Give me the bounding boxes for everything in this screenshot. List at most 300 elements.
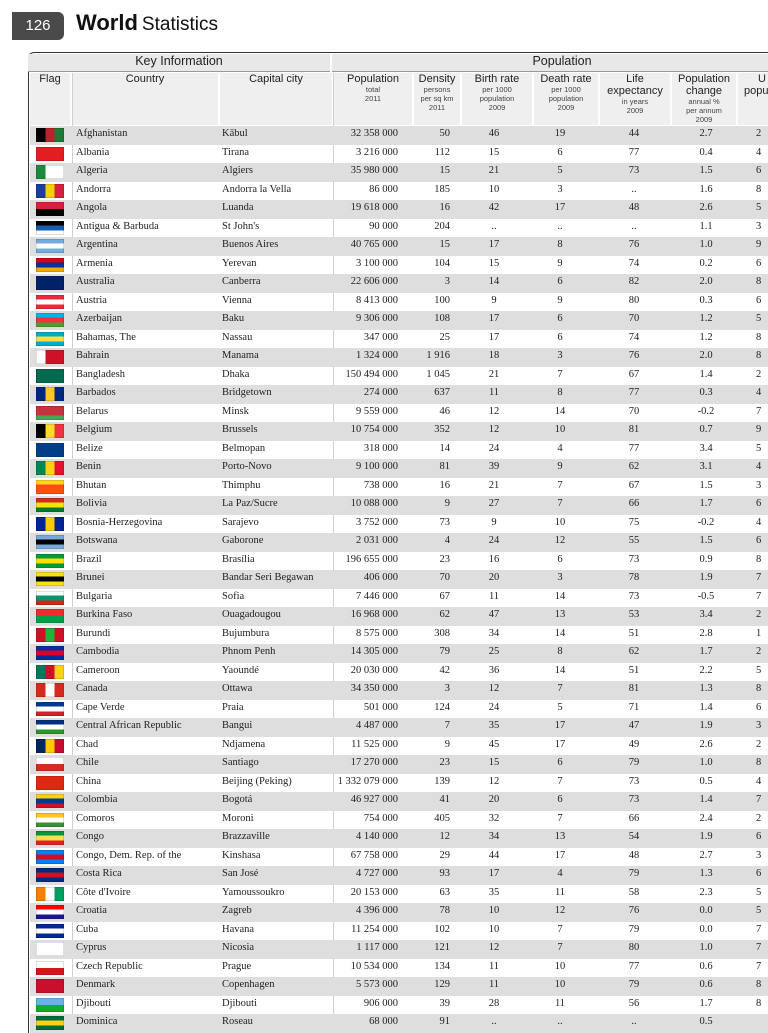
cell-birth-rate: 17: [488, 868, 500, 879]
flag-icon: [36, 942, 64, 956]
cell-life-expectancy: 79: [628, 868, 640, 879]
cell-density: 4: [444, 535, 450, 546]
cell-country: Croatia: [76, 905, 107, 916]
cell-life-expectancy: 54: [628, 831, 640, 842]
header-birth-rate: Birth rate per 1000 population 2009: [462, 73, 532, 125]
cell-population: 754 000: [363, 812, 398, 824]
cell-population: 3 752 000: [356, 516, 398, 528]
cell-life-expectancy: 79: [628, 923, 640, 935]
cell-population-change: 3.4: [699, 442, 713, 454]
flag-icon: [36, 221, 64, 235]
table-row: [30, 755, 768, 774]
cell-capital: Algiers: [222, 165, 253, 176]
cell-life-expectancy: 75: [628, 516, 640, 528]
cell-death-rate: 17: [554, 202, 566, 213]
cell-density: 124: [434, 701, 450, 713]
cell-density: 134: [434, 960, 450, 972]
cell-birth-rate: 27: [488, 498, 500, 509]
cell-density: 79: [439, 646, 450, 657]
cell-country: Andorra: [76, 183, 111, 195]
cell-death-rate: 9: [557, 461, 563, 472]
flag-icon: [36, 258, 64, 272]
flag-icon: [36, 831, 64, 845]
cell-country: Congo, Dem. Rep. of the: [76, 849, 182, 861]
cell-population-change: 1.0: [699, 942, 713, 953]
flag-icon: [36, 646, 64, 660]
cell-density: 29: [439, 849, 450, 861]
cell-density: 67: [439, 590, 450, 602]
cell-population: 17 270 000: [350, 757, 398, 768]
header-urban-population: U popu: [738, 73, 768, 125]
cell-population-change: 1.5: [699, 479, 713, 491]
cell-death-rate: 11: [554, 997, 566, 1009]
cell-capital: Santiago: [222, 757, 259, 768]
cell-country: Cyprus: [76, 942, 107, 953]
cell-country: Côte d'Ivoire: [76, 886, 131, 898]
table-row: [30, 737, 768, 756]
cell-life-expectancy: 79: [628, 757, 640, 768]
cell-population: 150 494 000: [345, 368, 398, 380]
cell-density: 41: [439, 794, 450, 805]
cell-capital: Bujumbura: [222, 627, 270, 639]
cell-urban-population: 4: [756, 146, 762, 158]
cell-life-expectancy: 82: [628, 276, 640, 287]
flag-icon: [36, 720, 64, 734]
cell-population: 9 100 000: [356, 461, 398, 472]
cell-urban-population: 4: [756, 775, 762, 787]
cell-capital: Bandar Seri Begawan: [222, 572, 314, 583]
cell-urban-population: 2: [756, 368, 762, 380]
cell-population: 406 000: [363, 572, 398, 583]
cell-birth-rate: 12: [488, 405, 500, 417]
cell-density: 15: [439, 165, 450, 176]
cell-birth-rate: 9: [491, 294, 497, 306]
flag-icon: [36, 406, 64, 420]
cell-population: 501 000: [363, 701, 398, 713]
cell-life-expectancy: 53: [628, 609, 640, 620]
cell-birth-rate: 15: [488, 757, 500, 768]
cell-population: 20 153 000: [350, 886, 398, 898]
cell-capital: Brussels: [222, 424, 258, 435]
cell-death-rate: 8: [557, 239, 563, 250]
cell-density: 7: [444, 720, 450, 731]
cell-death-rate: 10: [554, 979, 566, 990]
flag-icon: [36, 776, 64, 790]
flag-icon: [36, 979, 64, 993]
flag-icon: [36, 868, 64, 882]
cell-death-rate: 14: [554, 405, 566, 417]
cell-country: Dominica: [76, 1016, 118, 1027]
group-header-row: [28, 54, 768, 72]
cell-population-change: 2.0: [699, 350, 713, 361]
cell-country: Austria: [76, 294, 107, 306]
cell-birth-rate: 28: [488, 997, 500, 1009]
table-row: [30, 996, 768, 1015]
cell-birth-rate: 42: [488, 202, 500, 213]
cell-density: 16: [439, 202, 450, 213]
cell-density: 3: [444, 276, 450, 287]
cell-country: Bahrain: [76, 350, 110, 361]
cell-population-change: 0.9: [699, 553, 713, 565]
cell-density: 15: [439, 239, 450, 250]
cell-population-change: 3.1: [699, 461, 713, 472]
cell-population-change: 2.4: [699, 812, 713, 824]
cell-birth-rate: 11: [488, 387, 500, 398]
table-row: [30, 866, 768, 885]
cell-life-expectancy: 70: [628, 313, 640, 324]
cell-death-rate: 6: [557, 757, 563, 768]
cell-birth-rate: 18: [488, 350, 500, 361]
cell-density: 63: [439, 886, 450, 898]
cell-population-change: 1.2: [699, 313, 713, 324]
cell-population-change: 2.6: [699, 202, 713, 213]
cell-death-rate: 17: [554, 738, 566, 750]
cell-life-expectancy: 73: [628, 165, 640, 176]
table-row: [30, 182, 768, 201]
cell-population: 11 525 000: [351, 738, 398, 750]
cell-life-expectancy: 73: [628, 775, 640, 787]
cell-birth-rate: 46: [488, 128, 500, 139]
cell-population-change: 1.0: [699, 757, 713, 768]
cell-country: Albania: [76, 146, 110, 158]
cell-urban-population: 2: [756, 738, 762, 750]
cell-life-expectancy: 80: [628, 942, 640, 953]
flag-icon: [36, 572, 64, 586]
cell-capital: Zagreb: [222, 905, 252, 916]
table-row: [30, 829, 768, 848]
cell-country: Cape Verde: [76, 701, 125, 713]
flag-icon: [36, 739, 64, 753]
page-title: [76, 10, 218, 36]
cell-death-rate: 19: [554, 128, 566, 139]
cell-birth-rate: 10: [488, 183, 500, 195]
cell-density: 308: [434, 627, 450, 639]
cell-capital: Canberra: [222, 276, 261, 287]
cell-capital: Sarajevo: [222, 516, 259, 528]
cell-density: 1 916: [426, 350, 450, 361]
cell-country: Belgium: [76, 424, 113, 435]
flag-icon: [36, 517, 64, 531]
cell-density: 62: [439, 609, 450, 620]
cell-urban-population: 6: [756, 535, 762, 546]
cell-density: 12: [439, 831, 450, 842]
cell-density: 78: [439, 905, 450, 916]
cell-population: 1 117 000: [356, 942, 398, 953]
cell-life-expectancy: 81: [628, 424, 640, 435]
cell-population: 3 216 000: [356, 146, 398, 158]
flag-icon: [36, 813, 64, 827]
table-row: [30, 348, 768, 367]
cell-life-expectancy: 48: [628, 202, 640, 213]
cell-death-rate: 7: [557, 942, 563, 953]
cell-birth-rate: ..: [491, 220, 497, 232]
cell-population: 14 305 000: [350, 646, 398, 657]
cell-urban-population: 6: [756, 165, 762, 176]
cell-death-rate: 4: [557, 442, 563, 454]
cell-density: 100: [434, 294, 450, 306]
cell-capital: Nassau: [222, 331, 253, 343]
cell-life-expectancy: 48: [628, 849, 640, 861]
cell-life-expectancy: 56: [628, 997, 640, 1009]
flag-icon: [36, 424, 64, 438]
cell-life-expectancy: 73: [628, 590, 640, 602]
flag-icon: [36, 184, 64, 198]
cell-urban-population: 2: [756, 646, 762, 657]
cell-death-rate: 3: [557, 572, 563, 583]
cell-capital: La Paz/Sucre: [222, 498, 278, 509]
cell-death-rate: 7: [557, 812, 563, 824]
flag-icon: [36, 276, 64, 290]
table-row: [30, 922, 768, 941]
cell-population-change: 2.0: [699, 276, 713, 287]
cell-capital: Brasília: [222, 553, 255, 565]
cell-urban-population: 2: [756, 609, 762, 620]
cell-death-rate: 7: [557, 479, 563, 491]
cell-urban-population: 2: [756, 812, 762, 824]
cell-population-change: 1.7: [699, 646, 713, 657]
cell-population-change: 1.6: [699, 183, 713, 195]
cell-population-change: 1.5: [699, 535, 713, 546]
cell-life-expectancy: 76: [628, 350, 640, 361]
flag-icon: [36, 165, 64, 179]
flag-icon: [36, 850, 64, 864]
cell-population: 67 758 000: [350, 849, 398, 861]
cell-death-rate: 13: [554, 609, 566, 620]
cell-country: Afghanistan: [76, 128, 128, 139]
cell-country: Antigua & Barbuda: [76, 220, 159, 232]
cell-life-expectancy: 78: [628, 572, 640, 583]
cell-urban-population: 5: [756, 442, 762, 454]
cell-life-expectancy: 77: [628, 387, 640, 398]
cell-density: 23: [439, 757, 450, 768]
cell-life-expectancy: 58: [628, 886, 640, 898]
cell-life-expectancy: 76: [628, 905, 640, 916]
cell-capital: Ottawa: [222, 683, 253, 694]
cell-population: 4 727 000: [356, 868, 398, 879]
cell-capital: Ndjamena: [222, 738, 266, 750]
cell-density: 129: [434, 979, 450, 990]
cell-birth-rate: 36: [488, 664, 500, 676]
cell-birth-rate: 45: [488, 738, 500, 750]
cell-population: 40 765 000: [350, 239, 398, 250]
cell-death-rate: 12: [554, 535, 566, 546]
flag-icon: [36, 924, 64, 938]
cell-country: Chile: [76, 757, 99, 768]
table-row: [30, 311, 768, 330]
cell-population-change: 0.0: [699, 905, 713, 916]
cell-country: Bulgaria: [76, 590, 113, 602]
cell-urban-population: 5: [756, 202, 762, 213]
cell-urban-population: 6: [756, 868, 762, 879]
cell-population-change: 1.9: [699, 572, 713, 583]
cell-density: 50: [439, 128, 450, 139]
flag-icon: [36, 461, 64, 475]
cell-capital: Roseau: [222, 1016, 253, 1027]
cell-urban-population: 5: [756, 905, 762, 916]
cell-capital: Manama: [222, 350, 259, 361]
cell-urban-population: 8: [756, 997, 762, 1009]
cell-urban-population: 3: [756, 479, 762, 491]
cell-population: 196 655 000: [345, 553, 398, 565]
cell-life-expectancy: 77: [628, 442, 640, 454]
cell-death-rate: 5: [557, 701, 563, 713]
cell-capital: Phnom Penh: [222, 646, 276, 657]
cell-country: Czech Republic: [76, 960, 143, 972]
cell-population: 16 968 000: [350, 609, 398, 620]
cell-urban-population: 8: [756, 979, 762, 990]
table-row: [30, 959, 768, 978]
header-country: Country: [72, 73, 218, 125]
cell-birth-rate: 24: [488, 701, 500, 713]
cell-capital: Prague: [222, 960, 252, 972]
cell-country: Burkina Faso: [76, 609, 133, 620]
cell-death-rate: 6: [557, 331, 563, 343]
cell-life-expectancy: 55: [628, 535, 640, 546]
cell-population-change: 1.2: [699, 331, 713, 343]
cell-birth-rate: 35: [488, 720, 500, 731]
cell-population-change: -0.2: [697, 405, 715, 417]
table-row: [30, 367, 768, 386]
cell-birth-rate: 34: [488, 831, 500, 842]
cell-life-expectancy: 79: [628, 979, 640, 990]
table-row: [30, 1014, 768, 1033]
cell-life-expectancy: 51: [628, 627, 640, 639]
cell-death-rate: 6: [557, 146, 563, 158]
cell-density: 104: [434, 257, 450, 269]
group-population: Population: [332, 54, 768, 72]
cell-urban-population: 3: [756, 849, 762, 861]
cell-death-rate: 8: [557, 387, 563, 398]
cell-urban-population: 4: [756, 387, 762, 398]
cell-urban-population: 3: [756, 220, 762, 232]
table-row: [30, 274, 768, 293]
cell-population-change: 0.5: [699, 1016, 713, 1027]
flag-icon: [36, 554, 64, 568]
cell-country: Azerbaijan: [76, 313, 123, 324]
flag-icon: [36, 369, 64, 383]
cell-country: Comoros: [76, 812, 115, 824]
cell-country: Central African Republic: [76, 720, 182, 731]
cell-life-expectancy: 47: [628, 720, 640, 731]
cell-life-expectancy: 74: [628, 331, 640, 343]
table-row: [30, 533, 768, 552]
cell-population: 20 030 000: [350, 664, 398, 676]
cell-capital: Belmopan: [222, 442, 266, 454]
flag-icon: [36, 147, 64, 161]
cell-death-rate: 7: [557, 923, 563, 935]
cell-birth-rate: 35: [488, 886, 500, 898]
cell-capital: Dhaka: [222, 368, 250, 380]
cell-population-change: 2.8: [699, 627, 713, 639]
cell-birth-rate: 12: [488, 424, 500, 435]
cell-population: 10 534 000: [350, 960, 398, 972]
cell-density: 405: [434, 812, 450, 824]
cell-life-expectancy: 49: [628, 738, 640, 750]
cell-population: 32 358 000: [350, 128, 398, 139]
cell-capital: Ouagadougou: [222, 609, 281, 620]
cell-birth-rate: 20: [488, 794, 500, 805]
cell-birth-rate: 9: [491, 516, 497, 528]
cell-urban-population: 8: [756, 683, 762, 694]
flag-icon: [36, 609, 64, 623]
cell-population: 318 000: [363, 442, 398, 454]
cell-population-change: 1.3: [699, 683, 713, 694]
cell-population: 4 396 000: [356, 905, 398, 916]
cell-capital: Vienna: [222, 294, 252, 306]
cell-birth-rate: 39: [488, 461, 500, 472]
table-row: [30, 256, 768, 275]
cell-density: 25: [439, 331, 450, 343]
cell-density: 93: [439, 868, 450, 879]
cell-life-expectancy: 62: [628, 461, 640, 472]
cell-population-change: 1.0: [699, 239, 713, 250]
cell-birth-rate: 11: [488, 979, 500, 990]
flag-icon: [36, 332, 64, 346]
cell-population-change: 0.5: [699, 775, 713, 787]
page-header: [0, 0, 768, 48]
cell-birth-rate: 10: [488, 905, 500, 916]
table-row: [30, 126, 768, 145]
cell-capital: Moroni: [222, 812, 254, 824]
cell-capital: Andorra la Vella: [222, 183, 292, 195]
flag-icon: [36, 1016, 64, 1030]
cell-death-rate: 10: [554, 960, 566, 972]
cell-country: Cambodia: [76, 646, 120, 657]
cell-country: Armenia: [76, 257, 113, 269]
cell-country: Bosnia-Herzegovina: [76, 516, 163, 528]
cell-density: 39: [439, 997, 450, 1009]
cell-capital: Yerevan: [222, 257, 257, 269]
cell-density: 1 045: [426, 368, 450, 380]
cell-capital: San José: [222, 868, 259, 879]
table-row: [30, 385, 768, 404]
table-row: [30, 700, 768, 719]
cell-capital: Praia: [222, 701, 244, 713]
table-row: [30, 441, 768, 460]
flag-icon: [36, 387, 64, 401]
cell-urban-population: 7: [756, 923, 762, 935]
cell-life-expectancy: 80: [628, 294, 640, 306]
table-row: [30, 885, 768, 904]
cell-death-rate: 6: [557, 794, 563, 805]
group-key-information: Key Information: [28, 54, 330, 72]
cell-country: Chad: [76, 738, 99, 750]
title-main: World: [76, 10, 138, 35]
cell-life-expectancy: 71: [628, 701, 640, 713]
flag-icon: [36, 628, 64, 642]
cell-population-change: 0.0: [699, 923, 713, 935]
cell-population: 10 088 000: [350, 498, 398, 509]
cell-population-change: 1.3: [699, 868, 713, 879]
cell-capital: Porto-Novo: [222, 461, 272, 472]
cell-life-expectancy: 77: [628, 146, 640, 158]
table-row: [30, 422, 768, 441]
cell-population-change: 1.5: [699, 165, 713, 176]
cell-death-rate: 6: [557, 313, 563, 324]
header-population: Population total 2011: [334, 73, 412, 125]
cell-country: Bolivia: [76, 498, 107, 509]
table-row: [30, 459, 768, 478]
cell-urban-population: 5: [756, 886, 762, 898]
cell-capital: St John's: [222, 220, 260, 232]
cell-density: 46: [439, 405, 450, 417]
cell-birth-rate: 21: [488, 368, 500, 380]
flag-icon: [36, 905, 64, 919]
table-row: [30, 681, 768, 700]
flag-icon: [36, 665, 64, 679]
table-row: [30, 293, 768, 312]
table-row: [30, 478, 768, 497]
